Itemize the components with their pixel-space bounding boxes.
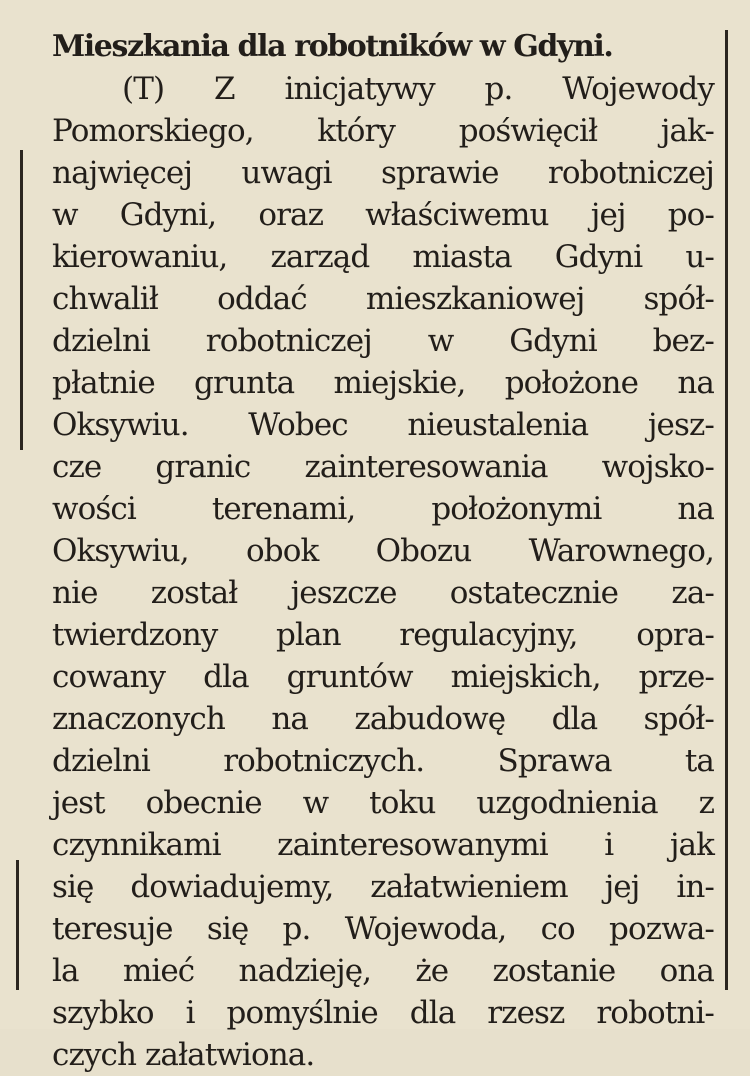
article-line: cowany dla gruntów miejskich, prze- [52,659,714,695]
column-rule-left-lower [16,860,19,990]
article-headline: Mieszkania dla robotników w Gdyni. [52,29,613,64]
article-line: w Gdyni, oraz właściwemu jej po- [52,197,714,233]
article-line: Pomorskiego, który poświęcił jak- [52,113,714,149]
article-line: (T) Z inicjatywy p. Wojewody [122,71,714,107]
article-line: czynnikami zainteresowanymi i jak [52,827,714,863]
column-rule-left-upper [20,150,23,450]
article-line: się dowiadujemy, załatwieniem jej in- [52,869,714,905]
article-line: wości terenami, położonymi na [52,491,714,527]
article-line: jest obecnie w toku uzgodnienia z [52,785,714,821]
article-line: teresuje się p. Wojewoda, co pozwa- [52,911,714,947]
article-line: twierdzony plan regulacyjny, opra- [52,617,714,653]
article-line: najwięcej uwagi sprawie robotniczej [52,155,714,191]
article-line: czych załatwiona. [52,1037,315,1073]
article-line: Oksywiu, obok Obozu Warownego, [52,533,714,569]
article-line: la mieć nadzieję, że zostanie ona [52,953,714,989]
article-line: Oksywiu. Wobec nieustalenia jesz- [52,407,714,443]
article-line: szybko i pomyślnie dla rzesz robotni- [52,995,714,1031]
article-line: kierowaniu, zarząd miasta Gdyni u- [52,239,714,275]
article-line: cze granic zainteresowania wojsko- [52,449,714,485]
article-line: chwalił oddać mieszkaniowej spół- [52,281,714,317]
article-line: znaczonych na zabudowę dla spół- [52,701,714,737]
article-column [52,26,714,1076]
article-line: dzielni robotniczych. Sprawa ta [52,743,714,779]
article-line: płatnie grunta miejskie, położone na [52,365,714,401]
column-rule-right [725,30,728,990]
article-line: nie został jeszcze ostatecznie za- [52,575,714,611]
article-line: dzielni robotniczej w Gdyni bez- [52,323,714,359]
